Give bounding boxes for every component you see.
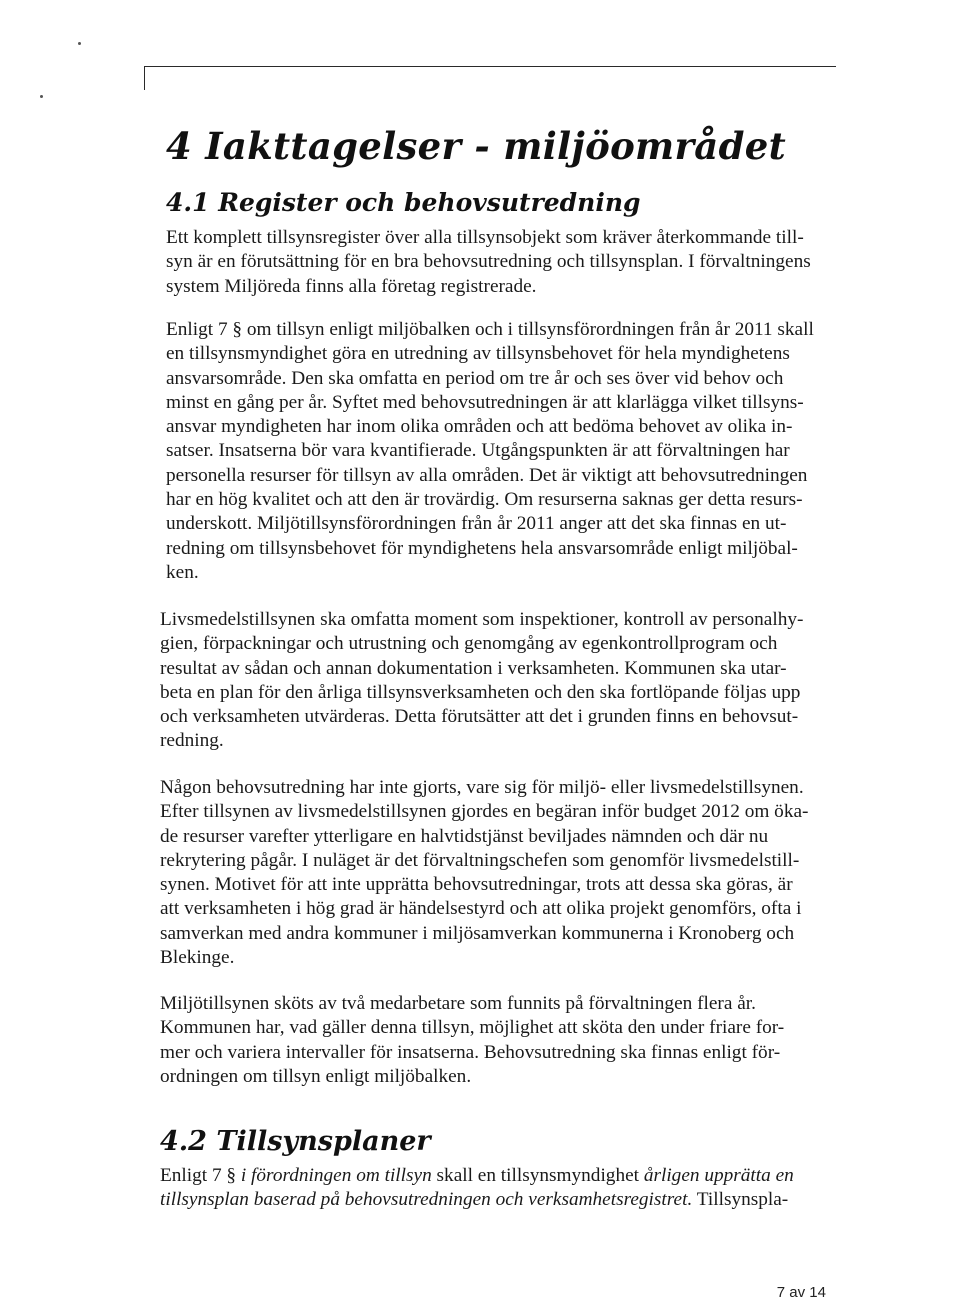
section-title-tillsynsplaner: 4.2 Tillsynsplaner <box>160 1126 431 1157</box>
paragraph-livsmedelstillsyn <box>160 608 803 754</box>
text-line: Miljötillsynen sköts av två medarbetare som funnits på förvaltningen flera år. <box>160 993 756 1014</box>
text-run: Tillsynspla- <box>692 1189 789 1211</box>
text-line: underskott. Miljötillsynsförordningen från år 2011 anger att det ska finnas en ut- <box>166 513 787 535</box>
scan-speck <box>40 95 43 98</box>
text-line: har en hög kvalitet och att den är trovärdig. Om resurserna saknas ger detta resurs- <box>166 489 803 511</box>
scan-border-left <box>144 66 145 90</box>
text-line: rekrytering pågår. I nuläget är det förvaltningschefen som genomför livsmedelstill- <box>160 849 800 871</box>
text-line: personella resurser för tillsyn av alla områden. Det är viktigt att behovsutredningen <box>166 464 808 486</box>
text-line: syn är en förutsättning för en bra behovsutredning och tillsynsplan. I förvaltningens <box>166 251 811 273</box>
text-line: Kommunen har, vad gäller denna tillsyn, möjlighet att sköta den under friare for- <box>160 1017 785 1039</box>
text-line: ansvarsområde. Den ska omfatta en period om tre år och ses över vid behov och <box>166 367 784 389</box>
text-line: en tillsynsmyndighet göra en utredning av tillsynsbehovet för hela myndighetens <box>166 343 790 365</box>
text-line <box>160 1188 794 1212</box>
paragraph-register-intro <box>166 226 811 299</box>
paragraph-behovsutredning <box>166 318 814 585</box>
text-line: ordningen om tillsyn enligt miljöbalken. <box>160 1065 472 1087</box>
text-line: mer och variera intervaller för insatserna. Behovsutredning ska finnas enligt för- <box>160 1041 781 1063</box>
text-line: system Miljöreda finns alla företag registrerade. <box>166 275 537 297</box>
text-line: redning om tillsynsbehovet för myndighetens hela ansvarsområde enligt miljöbal- <box>166 537 798 559</box>
text-line: Ett komplett tillsynsregister över alla tillsynsobjekt som kräver återkommande till- <box>166 227 804 248</box>
text-line: Efter tillsynen av livsmedelstillsynen gjordes en begäran inför budget 2012 om öka- <box>160 801 809 823</box>
text-line: ansvar myndigheten har inom olika områden och att bedöma behovet av olika in- <box>166 416 793 438</box>
text-line: redning. <box>160 730 224 752</box>
text-line: de resurser varefter ytterligare en halvtidstjänst beviljades nämnden och där nu <box>160 825 769 847</box>
scan-speck <box>78 42 81 45</box>
text-run: skall en tillsynsmyndighet <box>431 1165 644 1186</box>
text-line: beta en plan för den årliga tillsynsverksamheten och den ska fortlöpande följas upp <box>160 681 801 703</box>
section-title-register: 4.1 Register och behovsutredning <box>166 188 641 217</box>
text-line: Blekinge. <box>160 947 235 969</box>
text-run-italic: tillsynsplan baserad på behovsutredningen och verksamhetsregistret. <box>160 1189 693 1211</box>
text-line: gien, förpackningar och utrustning och genomgång av egenkontrollprogram och <box>160 633 778 655</box>
paragraph-tillsynsplaner <box>160 1164 794 1213</box>
text-line: Livsmedelstillsynen ska omfatta moment som inspektioner, kontroll av personalhy- <box>160 609 804 630</box>
text-line: resultat av sådan och annan dokumentation i verksamheten. Kommunen ska utar- <box>160 657 787 679</box>
text-line: synen. Motivet för att inte upprätta behovsutredningar, trots att dessa ska göras, är <box>160 874 793 896</box>
text-line: Någon behovsutredning har inte gjorts, vare sig för miljö- eller livsmedelstillsynen. <box>160 777 804 798</box>
text-line <box>160 1164 794 1188</box>
paragraph-no-behovsutredning <box>160 776 808 970</box>
text-run-italic: i förordningen om tillsyn <box>240 1165 432 1186</box>
text-run-italic: årligen upprätta en <box>643 1165 794 1186</box>
text-line: och verksamheten utvärderas. Detta förutsätter att det i grunden finns en behovsut- <box>160 706 799 728</box>
text-line: minst en gång per år. Syftet med behovsutredningen är att klarlägga vilket tillsyns- <box>166 391 804 413</box>
text-line: att verksamheten i hög grad är händelsestyrd och att olika projekt genomförs, ofta i <box>160 898 802 920</box>
text-line: ken. <box>166 561 199 583</box>
text-line: Enligt 7 § om tillsyn enligt miljöbalken och i tillsynsförordningen från år 2011 skall <box>166 319 814 340</box>
paragraph-miljotillsyn <box>160 992 784 1089</box>
chapter-title: 4 Iakttagelser - miljöområdet <box>166 124 786 168</box>
scan-border-top <box>144 66 836 67</box>
text-run: Enligt 7 § <box>160 1165 241 1186</box>
text-line: samverkan med andra kommuner i miljösamverkan kommunerna i Kronoberg och <box>160 922 795 944</box>
page-number: 7 av 14 <box>776 1284 826 1301</box>
text-line: satser. Insatserna bör vara kvantifierade. Utgångspunkten är att förvaltningen har <box>166 440 790 462</box>
